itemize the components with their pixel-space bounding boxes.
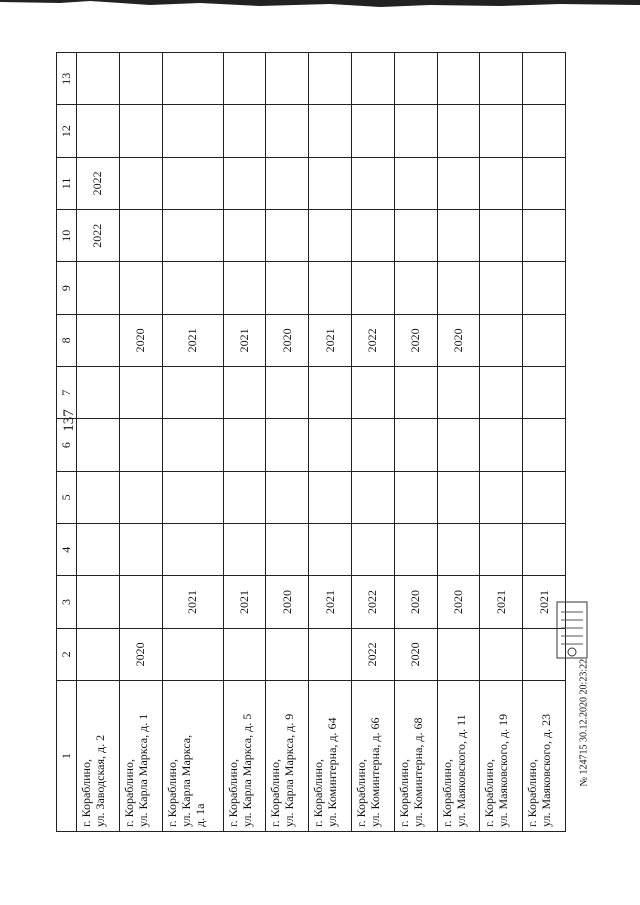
year-cell xyxy=(266,367,309,419)
year-cell xyxy=(162,53,223,105)
year-cell xyxy=(523,53,566,105)
year-cell: 2020 xyxy=(394,314,437,366)
year-cell xyxy=(223,53,266,105)
table-row xyxy=(223,53,266,832)
year-cell xyxy=(119,157,162,209)
year-cell xyxy=(437,53,480,105)
year-cell xyxy=(394,53,437,105)
year-cell xyxy=(223,628,266,680)
address-cell xyxy=(162,681,223,832)
year-cell: 2021 xyxy=(523,576,566,628)
page-number: 137 xyxy=(60,409,77,432)
address-line: ул. Карла Маркса, д. 1 xyxy=(135,713,150,827)
document-footer xyxy=(555,600,615,800)
year-cell xyxy=(437,105,480,157)
year-cell xyxy=(77,628,120,680)
year-cell: 2021 xyxy=(309,314,352,366)
address-line: г. Кораблино, xyxy=(268,759,283,827)
year-cell: 2020 xyxy=(394,576,437,628)
address-cell xyxy=(351,681,394,832)
year-cell xyxy=(119,471,162,523)
year-cell: 2020 xyxy=(119,628,162,680)
year-cell: 2020 xyxy=(266,576,309,628)
year-cell xyxy=(480,524,523,576)
address-line: д. 1а xyxy=(192,803,207,827)
year-cell xyxy=(523,210,566,262)
year-cell xyxy=(309,367,352,419)
year-cell xyxy=(351,524,394,576)
year-cell xyxy=(223,524,266,576)
year-cell xyxy=(266,471,309,523)
table-row xyxy=(77,53,120,832)
year-cell xyxy=(162,105,223,157)
table-body xyxy=(77,53,566,832)
column-header-4: 4 xyxy=(57,524,77,576)
year-cell xyxy=(523,105,566,157)
table-row xyxy=(162,53,223,832)
year-cell xyxy=(351,157,394,209)
year-cell xyxy=(309,105,352,157)
year-cell xyxy=(162,262,223,314)
year-cell xyxy=(223,157,266,209)
year-cell xyxy=(77,105,120,157)
table-row xyxy=(309,53,352,832)
table-row xyxy=(480,53,523,832)
address-line: ул. Карла Маркса, д. 5 xyxy=(239,713,254,827)
year-cell xyxy=(437,628,480,680)
year-cell: 2022 xyxy=(77,157,120,209)
column-header-9: 9 xyxy=(57,262,77,314)
address-cell xyxy=(119,681,162,832)
year-cell xyxy=(351,419,394,471)
year-cell xyxy=(162,419,223,471)
year-cell: 2020 xyxy=(266,314,309,366)
year-cell xyxy=(480,367,523,419)
address-line: ул. Карла Маркса, xyxy=(178,734,193,827)
year-cell xyxy=(437,210,480,262)
column-header-12: 12 xyxy=(57,105,77,157)
address-line: г. Кораблино, xyxy=(353,759,368,827)
year-cell xyxy=(394,105,437,157)
year-cell xyxy=(394,471,437,523)
year-cell xyxy=(309,210,352,262)
year-cell xyxy=(480,628,523,680)
year-cell xyxy=(309,524,352,576)
year-cell xyxy=(437,471,480,523)
address-line: ул. Маяковского, д. 19 xyxy=(496,713,511,827)
address-line: ул. Коминтерна, д. 66 xyxy=(367,717,382,827)
year-cell: 2021 xyxy=(162,576,223,628)
year-cell xyxy=(351,471,394,523)
year-cell xyxy=(77,576,120,628)
column-header-11: 11 xyxy=(57,157,77,209)
address-line: ул. Коминтерна, д. 68 xyxy=(410,717,425,827)
year-cell xyxy=(480,419,523,471)
address-cell xyxy=(394,681,437,832)
address-line: г. Кораблино, xyxy=(525,759,540,827)
year-cell xyxy=(162,210,223,262)
year-cell xyxy=(309,262,352,314)
address-line: ул. Карла Маркса, д. 9 xyxy=(282,713,297,827)
year-cell xyxy=(77,524,120,576)
year-cell xyxy=(119,576,162,628)
year-cell xyxy=(223,210,266,262)
address-line: г. Кораблино, xyxy=(396,759,411,827)
year-cell: 2020 xyxy=(394,628,437,680)
year-cell xyxy=(162,367,223,419)
year-cell xyxy=(77,262,120,314)
year-cell: 2022 xyxy=(351,576,394,628)
address-cell xyxy=(223,681,266,832)
year-cell xyxy=(309,419,352,471)
address-line: ул. Коминтерна, д. 64 xyxy=(325,717,340,827)
year-cell xyxy=(223,419,266,471)
year-cell: 2020 xyxy=(437,576,480,628)
year-cell xyxy=(266,419,309,471)
address-line: г. Кораблино, xyxy=(225,759,240,827)
year-cell xyxy=(351,262,394,314)
year-cell xyxy=(523,471,566,523)
table-row xyxy=(119,53,162,832)
year-cell xyxy=(162,471,223,523)
year-cell xyxy=(480,262,523,314)
address-line: г. Кораблино, xyxy=(482,759,497,827)
year-cell xyxy=(77,53,120,105)
year-cell xyxy=(437,157,480,209)
year-cell xyxy=(480,471,523,523)
year-cell xyxy=(162,628,223,680)
table-row xyxy=(266,53,309,832)
table-row xyxy=(351,53,394,832)
address-cell xyxy=(266,681,309,832)
year-cell xyxy=(437,524,480,576)
year-cell xyxy=(394,262,437,314)
year-cell xyxy=(77,471,120,523)
year-cell xyxy=(394,419,437,471)
year-cell xyxy=(523,314,566,366)
year-cell xyxy=(266,262,309,314)
address-cell xyxy=(77,681,120,832)
year-cell xyxy=(351,105,394,157)
address-line: ул. Заводская, д. 2 xyxy=(93,734,107,827)
year-cell: 2022 xyxy=(351,628,394,680)
column-header-13: 13 xyxy=(57,53,77,105)
year-cell xyxy=(309,157,352,209)
year-cell xyxy=(437,367,480,419)
year-cell xyxy=(266,157,309,209)
year-cell xyxy=(394,367,437,419)
table-header-row xyxy=(57,53,77,832)
year-cell: 2021 xyxy=(223,576,266,628)
year-cell xyxy=(480,157,523,209)
year-cell xyxy=(119,105,162,157)
year-cell xyxy=(480,53,523,105)
register-table xyxy=(56,52,566,832)
year-cell xyxy=(223,471,266,523)
year-cell: 2021 xyxy=(480,576,523,628)
year-cell xyxy=(266,210,309,262)
address-cell xyxy=(309,681,352,832)
year-cell xyxy=(437,419,480,471)
year-cell xyxy=(77,367,120,419)
address-cell xyxy=(480,681,523,832)
column-header-8: 8 xyxy=(57,314,77,366)
year-cell xyxy=(394,157,437,209)
address-line: г. Кораблино, xyxy=(79,759,93,827)
year-cell: 2020 xyxy=(119,314,162,366)
column-header-1: 1 xyxy=(57,681,77,832)
year-cell xyxy=(523,262,566,314)
registration-stamp: № 124715 30.12.2020 20:23:22 xyxy=(578,658,590,787)
address-line: ул. Маяковского, д. 11 xyxy=(453,714,468,827)
year-cell xyxy=(119,419,162,471)
year-cell xyxy=(119,524,162,576)
year-cell xyxy=(437,262,480,314)
year-cell xyxy=(480,105,523,157)
year-cell xyxy=(309,628,352,680)
year-cell xyxy=(351,210,394,262)
column-header-3: 3 xyxy=(57,576,77,628)
year-cell xyxy=(266,524,309,576)
year-cell xyxy=(266,628,309,680)
year-cell xyxy=(480,314,523,366)
year-cell xyxy=(162,157,223,209)
year-cell xyxy=(266,105,309,157)
year-cell xyxy=(77,419,120,471)
year-cell: 2022 xyxy=(77,210,120,262)
year-cell xyxy=(223,367,266,419)
address-line: г. Кораблино, xyxy=(439,759,454,827)
year-cell xyxy=(523,524,566,576)
year-cell xyxy=(223,262,266,314)
year-cell: 2021 xyxy=(223,314,266,366)
column-header-5: 5 xyxy=(57,471,77,523)
year-cell: 2022 xyxy=(351,314,394,366)
year-cell xyxy=(119,53,162,105)
year-cell xyxy=(480,210,523,262)
year-cell xyxy=(223,105,266,157)
year-cell xyxy=(394,210,437,262)
address-line: г. Кораблино, xyxy=(164,759,179,827)
year-cell: 2020 xyxy=(437,314,480,366)
scan-edge-artifact xyxy=(0,0,640,16)
year-cell xyxy=(351,367,394,419)
year-cell xyxy=(523,157,566,209)
year-cell: 2021 xyxy=(309,576,352,628)
column-header-7: 7 xyxy=(57,367,77,419)
column-header-2: 2 xyxy=(57,628,77,680)
year-cell xyxy=(162,524,223,576)
column-header-6: 6 xyxy=(57,419,77,471)
year-cell xyxy=(77,314,120,366)
address-line: г. Кораблино, xyxy=(311,759,326,827)
table-row xyxy=(394,53,437,832)
year-cell xyxy=(119,210,162,262)
column-header-10: 10 xyxy=(57,210,77,262)
year-cell xyxy=(394,524,437,576)
address-cell xyxy=(437,681,480,832)
table-row xyxy=(437,53,480,832)
year-cell: 2021 xyxy=(162,314,223,366)
address-line: г. Кораблино, xyxy=(121,759,136,827)
year-cell xyxy=(119,367,162,419)
year-cell xyxy=(309,471,352,523)
year-cell xyxy=(119,262,162,314)
rotated-table-wrapper xyxy=(56,52,566,832)
year-cell xyxy=(351,53,394,105)
year-cell xyxy=(523,367,566,419)
year-cell xyxy=(309,53,352,105)
address-line: ул. Маяковского, д. 23 xyxy=(539,713,554,827)
year-cell xyxy=(266,53,309,105)
year-cell xyxy=(523,419,566,471)
